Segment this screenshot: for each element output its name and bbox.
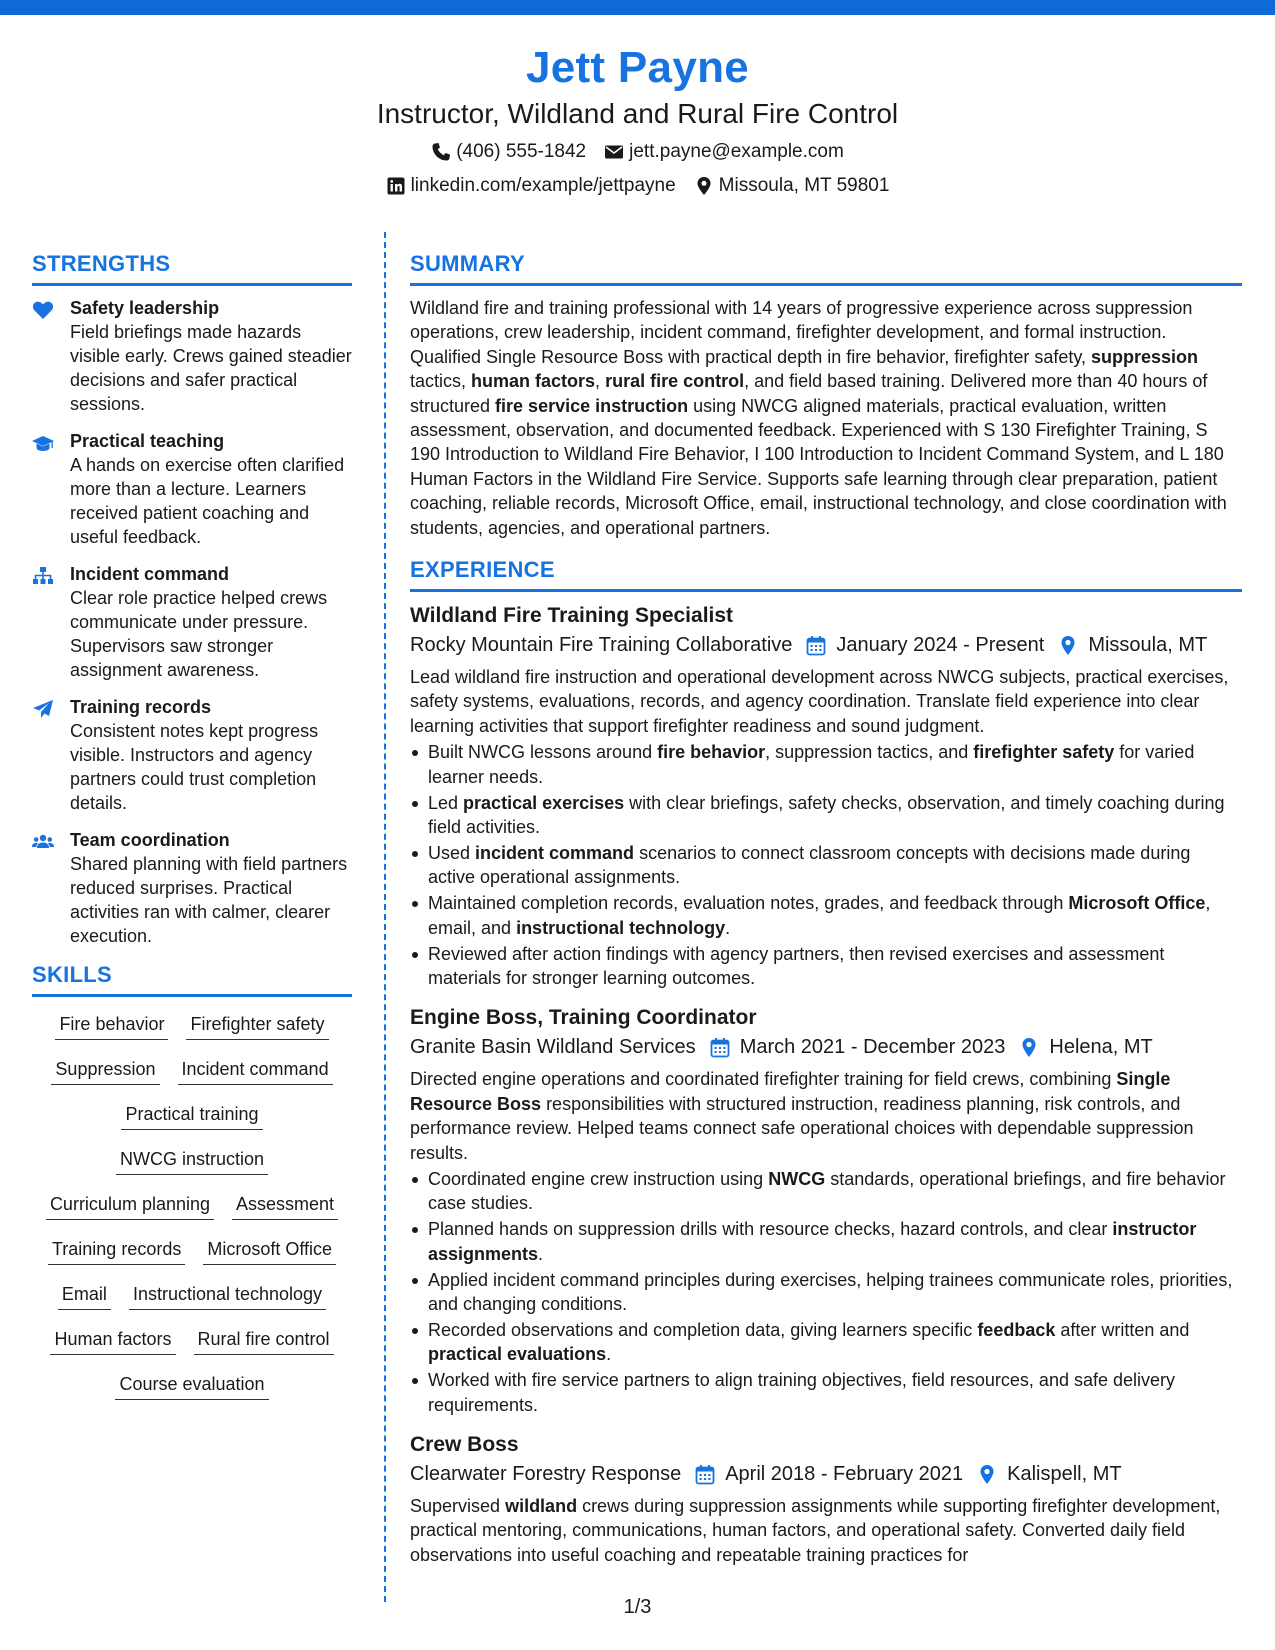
skill-tag: Course evaluation	[115, 1371, 268, 1400]
graduation-cap-icon	[32, 433, 54, 453]
strengths-heading: STRENGTHS	[32, 250, 352, 286]
envelope-icon	[604, 142, 624, 162]
linkedin-icon	[386, 176, 406, 196]
job-location: Missoula, MT	[1088, 634, 1208, 657]
job-location: Kalispell, MT	[1007, 1463, 1122, 1486]
contact-row-2	[0, 172, 1275, 200]
skill-tag: Email	[58, 1281, 111, 1310]
list-item: Reviewed after action findings with agency partners, then revised exercises and assessment materials for stronger learning outcomes.	[410, 942, 1242, 991]
job-entry	[410, 1431, 1242, 1567]
strength-desc: Consistent notes kept progress visible. Instructors and agency partners could trust completion details.	[70, 721, 319, 813]
job-description: Lead wildland fire instruction and operational development across NWCG subjects, practical exercises, safety systems, evaluations, records, and agency coordination. Translate field experience into clear learning activities that support firefighter readiness and sound judgment.	[410, 667, 1229, 736]
job-entry	[410, 602, 1242, 990]
job-bullets	[410, 740, 1242, 990]
paper-plane-icon	[32, 699, 54, 719]
calendar-icon	[710, 1037, 730, 1058]
users-icon	[32, 832, 54, 852]
map-pin-icon	[977, 1464, 997, 1485]
strength-title: Training records	[70, 697, 212, 717]
column-divider	[384, 232, 386, 1602]
summary-text: Wildland fire and training professional with 14 years of progressive experience across suppression operations, crew leadership, incident command, firefighter development, and formal instruction. Qualified Single Resource Boss with practical depth in fire behavior, firefighter safety, suppression tactics, human factors, rural fire control, and field based training. Delivered more than 40 hours of structured fire service instruction using NWCG aligned materials, practical evaluation, written assessment, observation, and documented feedback. Experienced with S 130 Firefighter Training, S 190 Introduction to Wildland Fire Behavior, I 100 Introduction to Incident Command System, and L 180 Human Factors in the Wildland Fire Service. Supports safe learning through clear preparation, patient coaching, reliable records, Microsoft Office, email, instructional technology, and close coordination with students, agencies, and operational partners.	[410, 298, 1227, 538]
strength-item	[32, 695, 352, 815]
job-meta	[410, 1032, 1242, 1062]
list-item: Recorded observations and completion data, giving learners specific feedback after written and practical evaluations.	[410, 1318, 1242, 1367]
job-description: Directed engine operations and coordinated firefighter training for field crews, combining Single Resource Boss responsibilities with structured instruction, readiness planning, risk controls, and performance review. Helped teams connect safe operational choices with dependable suppression results.	[410, 1069, 1194, 1163]
location-contact	[694, 172, 890, 200]
skill-tag: Practical training	[121, 1101, 262, 1130]
location-text: Missoula, MT 59801	[718, 175, 890, 196]
job-meta	[410, 1459, 1242, 1489]
job-location: Helena, MT	[1049, 1036, 1153, 1059]
job-title: Wildland Fire Training Specialist	[410, 604, 734, 628]
list-item: Planned hands on suppression drills with resource checks, hazard controls, and clear instructor assignments.	[410, 1217, 1242, 1266]
strength-item	[32, 562, 352, 682]
skills-list	[32, 1007, 352, 1400]
phone-text: (406) 555-1842	[456, 141, 587, 162]
experience-heading: EXPERIENCE	[410, 556, 1242, 592]
job-company: Granite Basin Wildland Services	[410, 1036, 696, 1059]
list-item: Used incident command scenarios to connect classroom concepts with decisions made during active operational assignments.	[410, 841, 1242, 890]
list-item: Worked with fire service partners to align training objectives, field resources, and safe delivery requirements.	[410, 1368, 1242, 1417]
strength-desc: Clear role practice helped crews communicate under pressure. Supervisors saw stronger assignment awareness.	[70, 588, 328, 680]
list-item: Coordinated engine crew instruction using NWCG standards, operational briefings, and fire behavior case studies.	[410, 1167, 1242, 1216]
job-company: Clearwater Forestry Response	[410, 1463, 682, 1486]
strength-title: Practical teaching	[70, 431, 225, 451]
linkedin-contact[interactable]	[386, 172, 676, 200]
job-dates: April 2018 - February 2021	[725, 1463, 964, 1486]
left-column	[32, 250, 352, 1410]
strength-item	[32, 828, 352, 948]
page-number: 1/3	[623, 1596, 652, 1618]
resume-header	[0, 40, 1275, 200]
skill-tag: Instructional technology	[129, 1281, 326, 1310]
job-dates: March 2021 - December 2023	[739, 1036, 1006, 1059]
skill-tag: Microsoft Office	[203, 1236, 336, 1265]
skill-tag: Fire behavior	[55, 1011, 168, 1040]
skill-tag: Firefighter safety	[186, 1011, 328, 1040]
job-company: Rocky Mountain Fire Training Collaborative	[410, 634, 793, 657]
skill-tag: Suppression	[51, 1056, 159, 1085]
job-title: Crew Boss	[410, 1433, 519, 1457]
strength-title: Incident command	[70, 564, 230, 584]
map-pin-icon	[1019, 1037, 1039, 1058]
phone-icon	[431, 142, 451, 162]
job-meta	[410, 630, 1242, 660]
skill-tag: Curriculum planning	[46, 1191, 214, 1220]
job-dates: January 2024 - Present	[836, 634, 1045, 657]
strength-desc: A hands on exercise often clarified more than a lecture. Learners received patient coaching and useful feedback.	[70, 455, 345, 547]
calendar-icon	[695, 1464, 715, 1485]
strength-item	[32, 429, 352, 549]
candidate-title: Instructor, Wildland and Rural Fire Control	[376, 98, 899, 129]
skill-tag: Incident command	[178, 1056, 333, 1085]
skill-tag: Training records	[48, 1236, 185, 1265]
skills-heading: SKILLS	[32, 961, 352, 997]
email-text: jett.payne@example.com	[629, 141, 844, 162]
strength-title: Team coordination	[70, 830, 230, 850]
calendar-icon	[806, 635, 826, 656]
list-item: Applied incident command principles during exercises, helping trainees communicate roles, priorities, and changing conditions.	[410, 1268, 1242, 1317]
strength-title: Safety leadership	[70, 298, 220, 318]
map-pin-icon	[1058, 635, 1078, 656]
sitemap-icon	[32, 566, 54, 586]
linkedin-text: linkedin.com/example/jettpayne	[410, 175, 676, 196]
strength-desc: Field briefings made hazards visible early. Crews gained steadier decisions and safer practical sessions.	[70, 322, 352, 414]
map-pin-icon	[694, 176, 714, 196]
heart-icon	[32, 300, 54, 320]
top-accent-bar	[0, 0, 1275, 15]
contact-row-1	[0, 138, 1275, 166]
job-entry	[410, 1004, 1242, 1417]
email-contact[interactable]	[604, 138, 844, 166]
skill-tag: Rural fire control	[194, 1326, 334, 1355]
list-item: Maintained completion records, evaluation notes, grades, and feedback through Microsoft Office, email, and instructional technology.	[410, 891, 1242, 940]
skill-tag: Human factors	[50, 1326, 175, 1355]
phone-contact[interactable]	[431, 138, 586, 166]
right-column	[410, 250, 1242, 1581]
job-bullets	[410, 1167, 1242, 1417]
list-item: Built NWCG lessons around fire behavior, suppression tactics, and firefighter safety for varied learner needs.	[410, 740, 1242, 789]
strength-item	[32, 296, 352, 416]
skill-tag: Assessment	[232, 1191, 338, 1220]
job-title: Engine Boss, Training Coordinator	[410, 1006, 757, 1030]
candidate-name: Jett Payne	[525, 43, 750, 92]
job-description: Supervised wildland crews during suppression assignments while supporting firefighter development, practical mentoring, communications, human factors, and operational safety. Converted daily field observations into useful coaching and repeatable training practices for	[410, 1496, 1221, 1565]
list-item: Led practical exercises with clear briefings, safety checks, observation, and timely coaching during field activities.	[410, 791, 1242, 840]
skill-tag: NWCG instruction	[116, 1146, 268, 1175]
strength-desc: Shared planning with field partners reduced surprises. Practical activities ran with calmer, clearer execution.	[70, 854, 348, 946]
summary-heading: SUMMARY	[410, 250, 1242, 286]
